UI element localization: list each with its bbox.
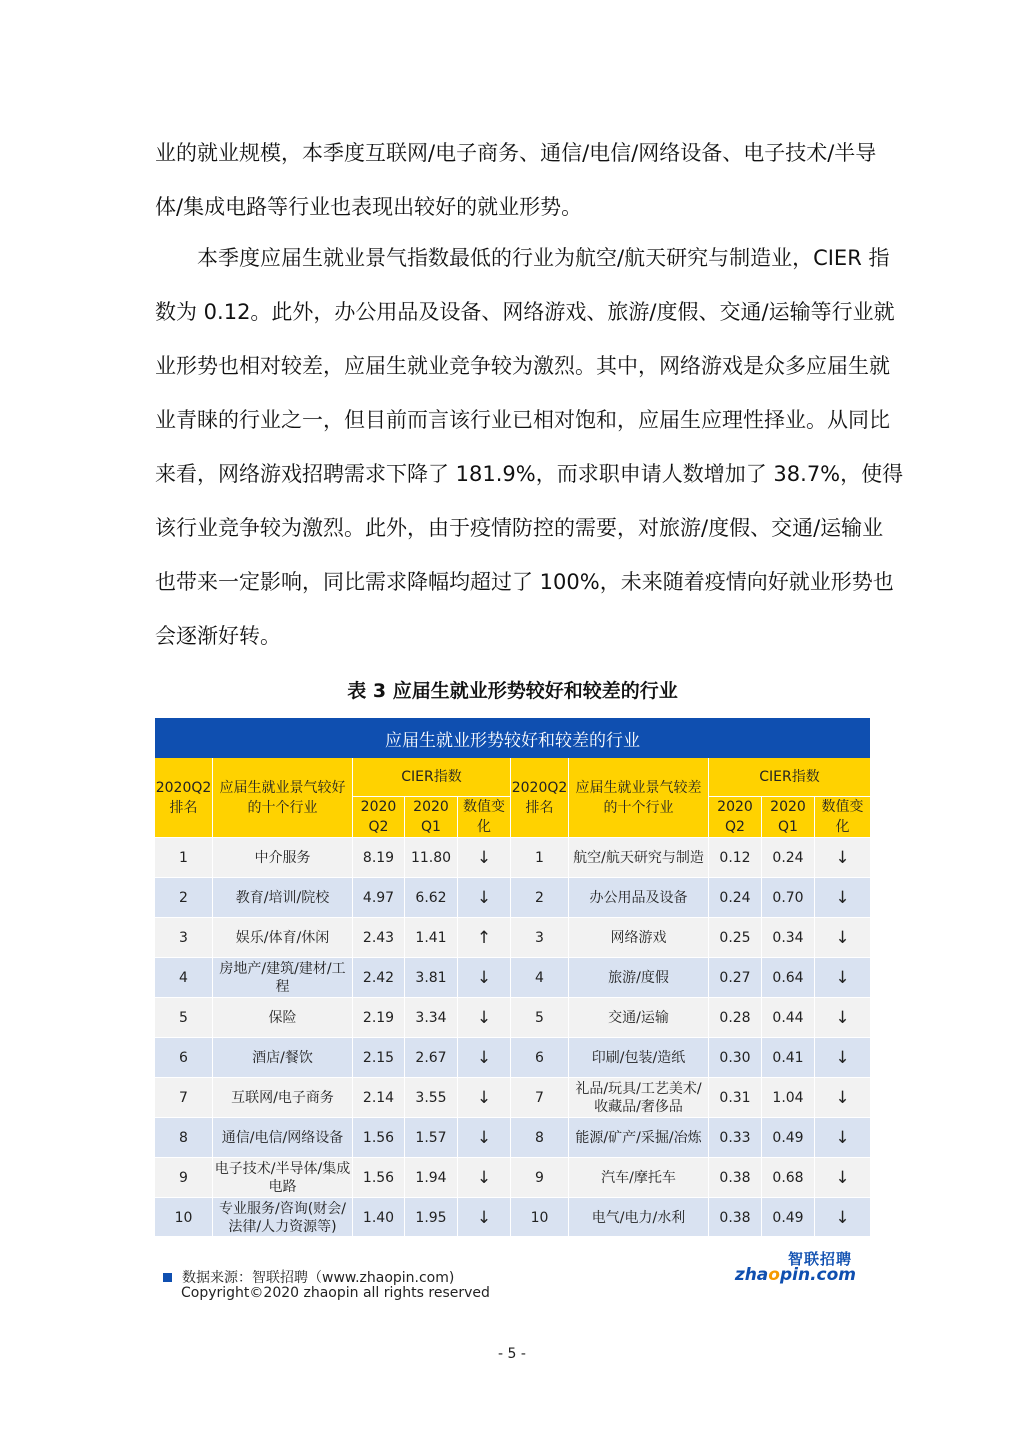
- rank-cell: 6: [511, 1037, 569, 1077]
- rank-cell: 5: [155, 997, 213, 1037]
- rank-cell: 4: [511, 957, 569, 997]
- text-line: 来看，网络游戏招聘需求下降了 181.9%，而求职申请人数增加了 38.7%，使得: [155, 462, 904, 486]
- page-number: - 5 -: [498, 1346, 526, 1362]
- text-line: 数为 0.12。此外，办公用品及设备、网络游戏、旅游/度假、交通/运输等行业就: [155, 300, 895, 324]
- industry-cell: 电气/电力/水利: [569, 1197, 709, 1237]
- text-line: 体/集成电路等行业也表现出较好的就业形势。: [155, 195, 583, 219]
- change-arrow-cell: ↓: [458, 1157, 511, 1197]
- q1-value-cell: 1.04: [762, 1077, 815, 1117]
- header-q2: 2020 Q2: [709, 796, 762, 837]
- header-rank-best: 2020Q2排名: [155, 758, 213, 837]
- change-arrow-cell: ↓: [458, 1077, 511, 1117]
- rank-cell: 8: [155, 1117, 213, 1157]
- header-cier-worst: CIER指数: [709, 758, 870, 796]
- change-arrow-cell: ↓: [458, 877, 511, 917]
- q2-value-cell: 0.31: [709, 1077, 762, 1117]
- zhaopin-logo: [734, 1248, 856, 1288]
- rank-cell: 2: [155, 877, 213, 917]
- table-row: [155, 1117, 870, 1157]
- industry-cell: 能源/矿产/采掘/冶炼: [569, 1117, 709, 1157]
- text-line: 会逐渐好转。: [155, 624, 281, 648]
- industry-cell: 礼品/玩具/工艺美术/收藏品/奢侈品: [569, 1077, 709, 1117]
- change-arrow-cell: ↓: [458, 837, 511, 877]
- industry-cell: 电子技术/半导体/集成电路: [213, 1157, 353, 1197]
- q2-value-cell: 2.14: [353, 1077, 405, 1117]
- q2-value-cell: 4.97: [353, 877, 405, 917]
- change-arrow-cell: ↓: [815, 957, 870, 997]
- q1-value-cell: 1.94: [405, 1157, 458, 1197]
- q2-value-cell: 0.30: [709, 1037, 762, 1077]
- header-worst-industries: 应届生就业景气较差的十个行业: [569, 758, 709, 837]
- q2-value-cell: 2.19: [353, 997, 405, 1037]
- header-q1: 2020 Q1: [762, 796, 815, 837]
- rank-cell: 4: [155, 957, 213, 997]
- q2-value-cell: 8.19: [353, 837, 405, 877]
- q1-value-cell: 0.24: [762, 837, 815, 877]
- q2-value-cell: 2.15: [353, 1037, 405, 1077]
- industry-cell: 印刷/包装/造纸: [569, 1037, 709, 1077]
- q1-value-cell: 0.49: [762, 1117, 815, 1157]
- q1-value-cell: 0.64: [762, 957, 815, 997]
- change-arrow-cell: ↓: [458, 1037, 511, 1077]
- q1-value-cell: 1.41: [405, 917, 458, 957]
- paragraph-2: [155, 231, 904, 663]
- bullet-square-icon: [163, 1273, 172, 1282]
- industry-cell: 中介服务: [213, 837, 353, 877]
- q1-value-cell: 0.44: [762, 997, 815, 1037]
- industry-cell: 办公用品及设备: [569, 877, 709, 917]
- change-arrow-cell: ↓: [815, 917, 870, 957]
- q1-value-cell: 1.95: [405, 1197, 458, 1237]
- data-source-text: 数据来源：智联招聘（www.zhaopin.com): [182, 1270, 455, 1286]
- rank-cell: 6: [155, 1037, 213, 1077]
- change-arrow-cell: ↓: [815, 837, 870, 877]
- text-line: 该行业竞争较为激烈。此外，由于疫情防控的需要，对旅游/度假、交通/运输业: [155, 516, 884, 540]
- q2-value-cell: 1.56: [353, 1117, 405, 1157]
- q1-value-cell: 0.34: [762, 917, 815, 957]
- q1-value-cell: 3.34: [405, 997, 458, 1037]
- change-arrow-cell: ↓: [815, 1117, 870, 1157]
- q1-value-cell: 3.55: [405, 1077, 458, 1117]
- industry-cell: 通信/电信/网络设备: [213, 1117, 353, 1157]
- industry-cell: 网络游戏: [569, 917, 709, 957]
- q1-value-cell: 0.41: [762, 1037, 815, 1077]
- change-arrow-cell: ↑: [458, 917, 511, 957]
- rank-cell: 9: [511, 1157, 569, 1197]
- table-row: [155, 837, 870, 877]
- copyright-text: Copyright©2020 zhaopin all rights reserved: [181, 1285, 490, 1301]
- change-arrow-cell: ↓: [458, 1197, 511, 1237]
- table-caption: 表 3 应届生就业形势较好和较差的行业: [347, 680, 678, 702]
- header-q1: 2020 Q1: [405, 796, 458, 837]
- q2-value-cell: 0.12: [709, 837, 762, 877]
- rank-cell: 2: [511, 877, 569, 917]
- q2-value-cell: 2.42: [353, 957, 405, 997]
- q2-value-cell: 1.40: [353, 1197, 405, 1237]
- industry-cell: 娱乐/体育/休闲: [213, 917, 353, 957]
- q2-value-cell: 0.24: [709, 877, 762, 917]
- rank-cell: 5: [511, 997, 569, 1037]
- rank-cell: 10: [155, 1197, 213, 1237]
- q1-value-cell: 0.49: [762, 1197, 815, 1237]
- q1-value-cell: 1.57: [405, 1117, 458, 1157]
- rank-cell: 1: [511, 837, 569, 877]
- industry-cell: 酒店/餐饮: [213, 1037, 353, 1077]
- paragraph-1: [155, 126, 877, 234]
- rank-cell: 7: [155, 1077, 213, 1117]
- industry-cell: 航空/航天研究与制造: [569, 837, 709, 877]
- header-rank-worst: 2020Q2排名: [511, 758, 569, 837]
- header-cier-best: CIER指数: [353, 758, 511, 796]
- q2-value-cell: 0.33: [709, 1117, 762, 1157]
- rank-cell: 10: [511, 1197, 569, 1237]
- industry-cell: 保险: [213, 997, 353, 1037]
- industry-cell: 专业服务/咨询(财会/法律/人力资源等): [213, 1197, 353, 1237]
- industry-table: [155, 718, 870, 1237]
- change-arrow-cell: ↓: [815, 1197, 870, 1237]
- change-arrow-cell: ↓: [458, 1117, 511, 1157]
- table-row: [155, 1197, 870, 1237]
- industry-cell: 互联网/电子商务: [213, 1077, 353, 1117]
- industry-cell: 房地产/建筑/建材/工程: [213, 957, 353, 997]
- text-line: 也带来一定影响，同比需求降幅均超过了 100%，未来随着疫情向好就业形势也: [155, 570, 894, 594]
- industry-cell: 交通/运输: [569, 997, 709, 1037]
- change-arrow-cell: ↓: [815, 1077, 870, 1117]
- change-arrow-cell: ↓: [815, 877, 870, 917]
- rank-cell: 1: [155, 837, 213, 877]
- text-line: 业的就业规模，本季度互联网/电子商务、通信/电信/网络设备、电子技术/半导: [155, 141, 877, 165]
- data-source: [163, 1267, 454, 1287]
- table-row: [155, 917, 870, 957]
- industry-cell: 旅游/度假: [569, 957, 709, 997]
- q1-value-cell: 0.68: [762, 1157, 815, 1197]
- table-row: [155, 877, 870, 917]
- q2-value-cell: 0.27: [709, 957, 762, 997]
- header-q2: 2020 Q2: [353, 796, 405, 837]
- q2-value-cell: 0.38: [709, 1157, 762, 1197]
- header-change: 数值变化: [815, 796, 870, 837]
- text-line: 本季度应届生就业景气指数最低的行业为航空/航天研究与制造业，CIER 指: [197, 246, 890, 270]
- table-row: [155, 1157, 870, 1197]
- q1-value-cell: 11.80: [405, 837, 458, 877]
- logo-english: zhaopin.com: [734, 1265, 856, 1285]
- rank-cell: 8: [511, 1117, 569, 1157]
- table-row: [155, 1037, 870, 1077]
- header-change: 数值变化: [458, 796, 511, 837]
- table-row: [155, 997, 870, 1037]
- q1-value-cell: 0.70: [762, 877, 815, 917]
- change-arrow-cell: ↓: [458, 997, 511, 1037]
- change-arrow-cell: ↓: [815, 1157, 870, 1197]
- q2-value-cell: 2.43: [353, 917, 405, 957]
- change-arrow-cell: ↓: [815, 997, 870, 1037]
- industry-table-container: [155, 718, 870, 1237]
- table-row: [155, 957, 870, 997]
- table-title: 应届生就业形势较好和较差的行业: [155, 718, 870, 758]
- logo-chinese: 智联招聘: [787, 1250, 852, 1268]
- q1-value-cell: 2.67: [405, 1037, 458, 1077]
- table-row: [155, 1077, 870, 1117]
- q2-value-cell: 0.38: [709, 1197, 762, 1237]
- q2-value-cell: 0.28: [709, 997, 762, 1037]
- change-arrow-cell: ↓: [815, 1037, 870, 1077]
- rank-cell: 9: [155, 1157, 213, 1197]
- table-footer: [155, 1236, 870, 1302]
- text-line: 业形势也相对较差，应届生就业竞争较为激烈。其中，网络游戏是众多应届生就: [155, 354, 890, 378]
- industry-cell: 汽车/摩托车: [569, 1157, 709, 1197]
- q1-value-cell: 6.62: [405, 877, 458, 917]
- rank-cell: 7: [511, 1077, 569, 1117]
- header-best-industries: 应届生就业景气较好的十个行业: [213, 758, 353, 837]
- q2-value-cell: 0.25: [709, 917, 762, 957]
- industry-cell: 教育/培训/院校: [213, 877, 353, 917]
- q1-value-cell: 3.81: [405, 957, 458, 997]
- text-line: 业青睐的行业之一，但目前而言该行业已相对饱和，应届生应理性择业。从同比: [155, 408, 890, 432]
- rank-cell: 3: [511, 917, 569, 957]
- q2-value-cell: 1.56: [353, 1157, 405, 1197]
- rank-cell: 3: [155, 917, 213, 957]
- change-arrow-cell: ↓: [458, 957, 511, 997]
